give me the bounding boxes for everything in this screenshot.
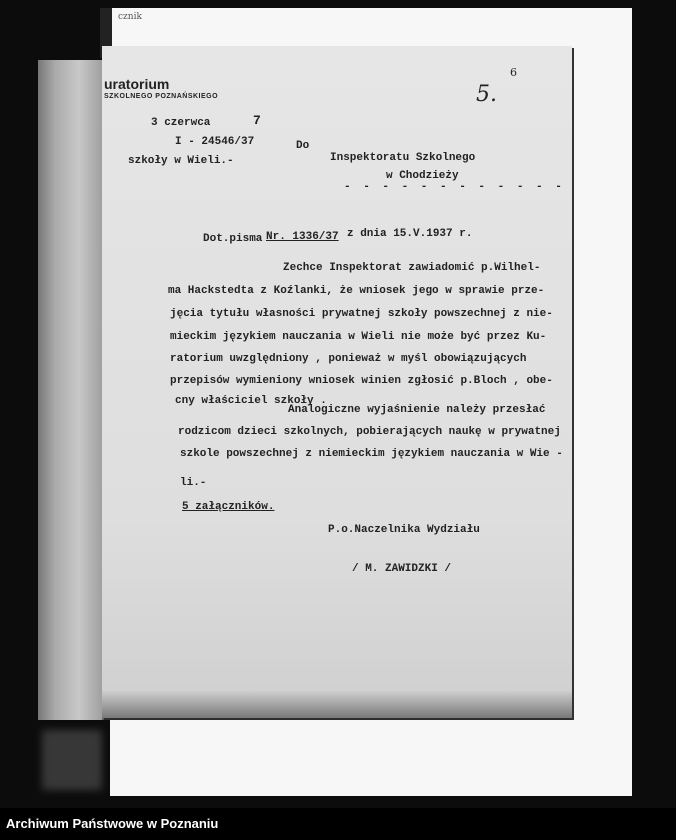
reference-number: I - 24546/37 [175, 136, 255, 148]
signature-role: P.o.Naczelnika Wydziału [328, 524, 480, 536]
recipient-underline: - - - - - - - - - - - - [344, 181, 565, 193]
body-line: przepisów wymieniony wniosek winien zgłosić p.Bloch , obe- [170, 375, 553, 387]
body-line: Zechce Inspektorat zawiadomić p.Wilhel- [283, 262, 541, 274]
binding-shadow [42, 730, 102, 790]
year-digit: 7 [253, 113, 261, 128]
tab-label: cznik [118, 12, 142, 22]
reference-prefix: Dot.pisma [203, 233, 263, 245]
handwritten-page-number: 5. [476, 82, 497, 107]
binding-strip [38, 60, 106, 720]
recipient-line-1: Inspektoratu Szkolnego [330, 152, 476, 164]
signature-name: / M. ZAWIDZKI / [352, 563, 452, 575]
reference-letter-date: z dnia 15.V.1937 r. [347, 228, 473, 240]
attachments-note: 5 załączników. [182, 501, 275, 513]
letterhead-subtitle: SZKOLNEGO POZNAŃSKIEGO [104, 93, 219, 100]
body-line: Analogiczne wyjaśnienie należy przesłać [288, 404, 546, 416]
reference-letter-number: Nr. 1336/37 [266, 231, 339, 243]
archive-footer [0, 808, 676, 840]
body-line: jęcia tytułu własności prywatnej szkoły powszechnej z nie- [170, 308, 553, 320]
archive-name: Archiwum Państwowe w Poznaniu [6, 816, 219, 831]
body-line: li.- [180, 477, 207, 489]
letterhead-title: uratorium [104, 76, 170, 92]
body-line: cny właściciel szkoły . [175, 395, 327, 407]
body-line: szkole powszechnej z niemieckim językiem nauczania w Wie - [180, 448, 563, 460]
corner-page-number: 6 [510, 66, 517, 79]
letter-date: 3 czerwca [151, 117, 211, 129]
subject: szkoły w Wieli.- [128, 155, 234, 167]
to-label: Do [296, 140, 310, 152]
body-line: ratorium uwzględniony , ponieważ w myśl obowiązujących [170, 353, 527, 365]
body-line: mieckim językiem nauczania w Wieli nie może być przez Ku- [170, 331, 547, 343]
body-line: rodzicom dzieci szkolnych, pobierających naukę w prywatnej [178, 426, 561, 438]
body-line: ma Hackstedta z Koźlanki, że wniosek jego w sprawie prze- [168, 285, 545, 297]
recipient-line-2: w Chodzieży [386, 170, 459, 182]
document-shadow [102, 690, 572, 720]
